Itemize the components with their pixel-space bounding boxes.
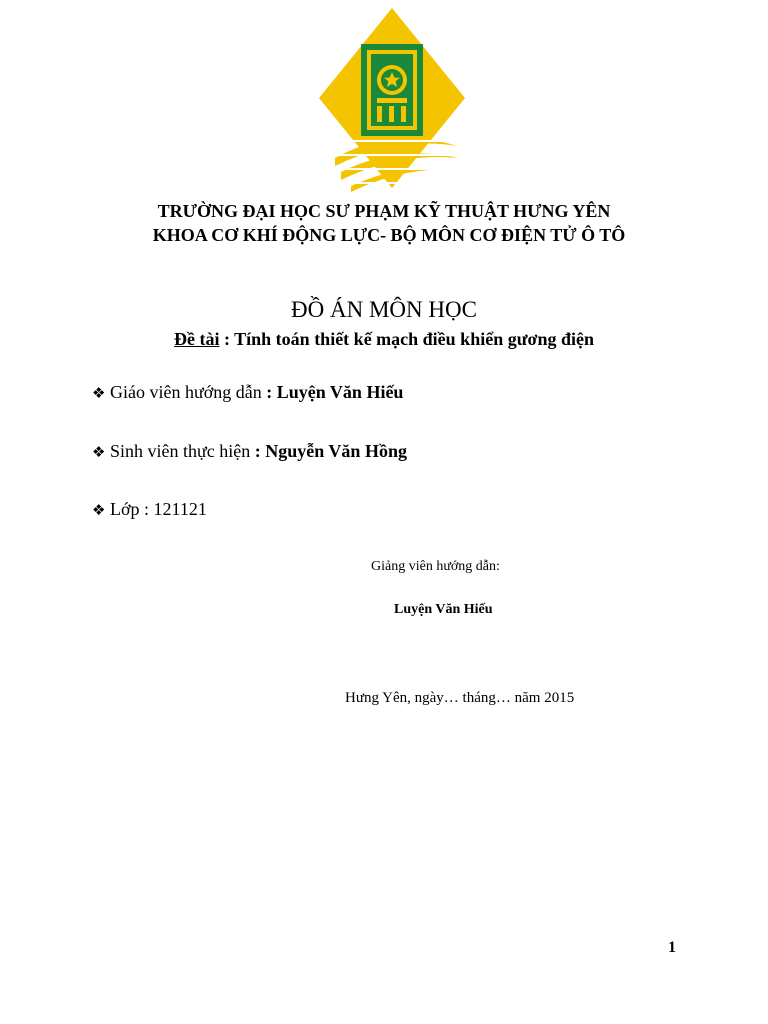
diamond-bullet-icon: ❖ bbox=[92, 443, 106, 461]
diamond-bullet-icon: ❖ bbox=[92, 384, 106, 402]
student-row bbox=[92, 439, 407, 464]
advisor-value: : Luyện Văn Hiếu bbox=[266, 382, 404, 402]
document-title: ĐỒ ÁN MÔN HỌC bbox=[291, 297, 477, 322]
topic-separator: : bbox=[219, 329, 235, 349]
student-label: Sinh viên thực hiện bbox=[110, 441, 255, 461]
page-number: 1 bbox=[668, 939, 676, 956]
diamond-bullet-icon: ❖ bbox=[92, 501, 106, 519]
advisor-row bbox=[92, 380, 403, 405]
topic-label: Đề tài bbox=[174, 329, 220, 349]
class-row bbox=[92, 497, 207, 522]
topic-line bbox=[0, 327, 768, 351]
signature-name: Luyện Văn Hiếu bbox=[394, 602, 493, 617]
advisor-label: Giáo viên hướng dẫn bbox=[110, 382, 267, 402]
school-name: TRƯỜNG ĐẠI HỌC SƯ PHẠM KỸ THUẬT HƯNG YÊN bbox=[157, 201, 611, 221]
signature-role: Giảng viên hướng dẫn: bbox=[371, 559, 500, 574]
university-logo bbox=[317, 6, 467, 194]
topic-value: Tính toán thiết kế mạch điều khiển gương điện bbox=[234, 329, 594, 349]
student-value: : Nguyễn Văn Hồng bbox=[254, 441, 407, 461]
place-date: Hưng Yên, ngày… tháng… năm 2015 bbox=[345, 690, 575, 706]
class-label: Lớp : 121121 bbox=[110, 499, 207, 519]
faculty-name: KHOA CƠ KHÍ ĐỘNG LỰC- BỘ MÔN CƠ ĐIỆN TỬ Ô TÔ bbox=[152, 225, 626, 245]
